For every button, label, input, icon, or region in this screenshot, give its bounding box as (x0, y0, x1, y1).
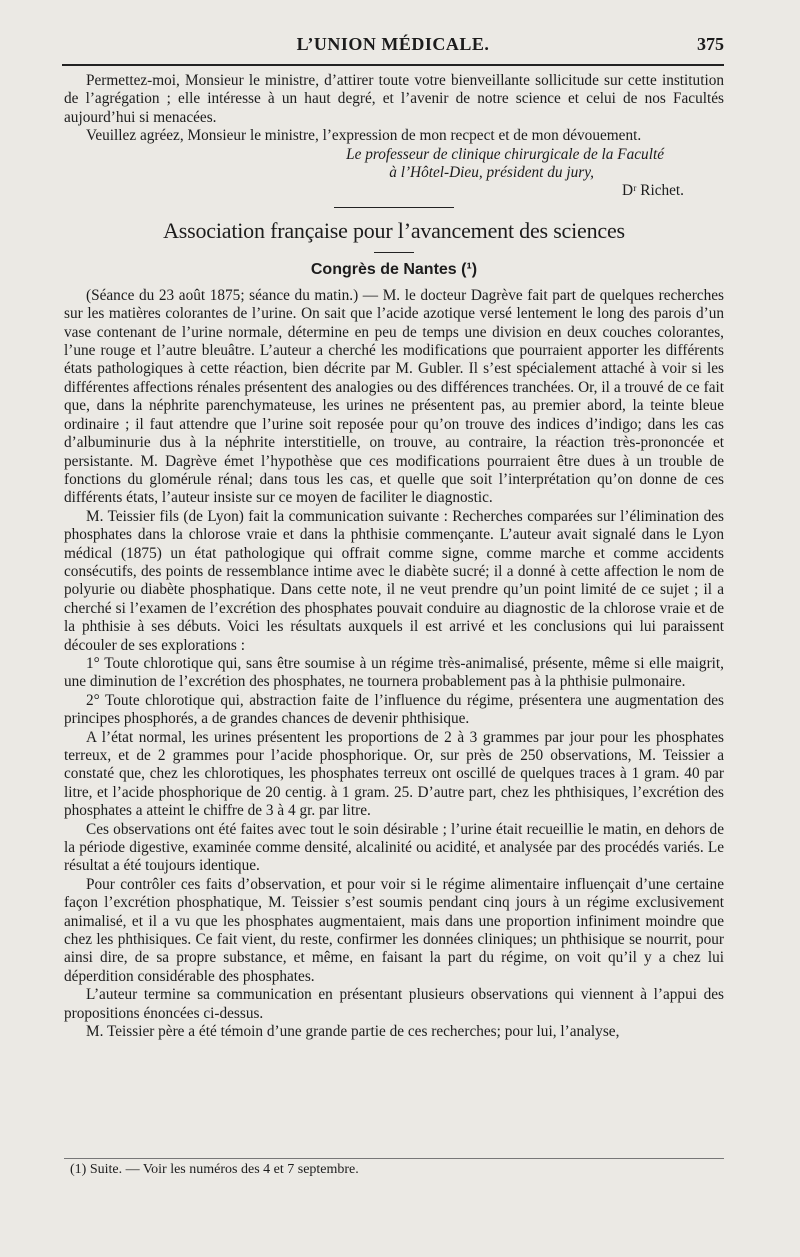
paragraph: M. Teissier fils (de Lyon) fait la communication suivante : Recherches comparées sur l’élimination des phosphates dans la chlorose vraie et dans la phthisie commençante. L’auteur avait signalé dans le Lyon médical (1875) un état pathologique qui offrait comme signe, comme marche et comme accidents consécutifs, des points de ressemblance intime avec le diabète sucré; il a donné à cette affection le nom de polyurie ou diabète phosphatique. Dans cette note, il ne veut prendre qu’un point limité de ce sujet ; il a cherché si l’examen de l’excrétion des phosphates pouvait conduire au diagnostic de la chlorose vraie et de la phthisie à ses débuts. Voici les résultats auxquels il est arrivé et les conclusions qui lui paraissent découler de ses explorations : (64, 507, 724, 654)
page-number: 375 (697, 34, 724, 54)
running-header (62, 30, 724, 60)
section-rule (374, 252, 414, 253)
subsection-title: Congrès de Nantes (¹) (310, 260, 478, 278)
paragraph: L’auteur termine sa communication en présentant plusieurs observations qui viennent à l’appui des propositions énoncées ci-dessus. (64, 986, 724, 1022)
letter-paragraph: Permettez-moi, Monsieur le ministre, d’attirer toute votre bienveillante sollicitude sur cette institution de l’agrégation ; elle intéresse à un haut degré, et l’avenir de notre science et celui de nos Facultés aujourd’hui si menacées. (64, 72, 724, 126)
letter-closing: Veuillez agréez, Monsieur le ministre, l’expression de mon recpect et de mon dévouement. (86, 127, 642, 145)
paragraph: 1° Toute chlorotique qui, sans être soumise à un régime très-animalisé, présente, même si elle maigrit, une diminution de l’excrétion des phosphates, ne tournera probablement pas à la phthisie pulmonaire. (64, 654, 724, 691)
header-rule (62, 64, 724, 66)
footnote-rule (64, 1158, 724, 1159)
journal-title: L’UNION MÉDICALE. (296, 34, 490, 54)
separator-rule (334, 207, 454, 208)
signature-name: Dʳ Richet. (622, 182, 684, 200)
paragraph: (Séance du 23 août 1875; séance du matin.) — M. le docteur Dagrève fait part de quelques recherches sur les matières colorantes de l’urine. On sait que l’acide azotique versé lentement le long des parois d’un vase contenant de l’urine normale, détermine en peu de temps une division en deux couches colorantes, l’une rouge et l’autre bleuâtre. L’auteur a cherché les modifications que pourraient apporter les différents états pathologiques à cette réaction, bien décrite par M. Gubler. Il s’est spécialement attaché à voir si les différentes affections rénales présentent des analogies ou des différences tranchées. Or, il a trouvé de ce fait que, dans la néphrite parenchymateuse, les urines ne présentent pas, au premier abord, la teinte bleue ordinaire ; il faut attendre que l’urine soit reposée pour qu’on trouve des indices d’indigo; dans les cas d’albuminurie dus à la néphrite interstitielle, on trouve, au contraire, la réaction très-prononcée et persistante. M. Dagrève émet l’hypothèse que ces modifications pourraient être dues à un trouble de fonctions du glomérule rénal; dans tous les cas, et quelle que soit l’interprétation qu’on donne de ces différents états, l’auteur insiste sur ce moyen de faciliter le diagnostic. (64, 286, 724, 507)
paragraph: Ces observations ont été faites avec tout le soin désirable ; l’urine était recueillie le matin, en dehors de la période digestive, examinée comme densité, alcalinité ou acidité, et analysée par des procédés variés. Le résultat a été toujours identique. (64, 820, 724, 875)
article-body (64, 72, 724, 1042)
paragraph: 2° Toute chlorotique qui, abstraction faite de l’influence du régime, présentera une augmentation des principes phosphorés, a de grandes chances de devenir phthisique. (64, 691, 724, 728)
signature-line: à l’Hôtel-Dieu, président du jury, (389, 164, 594, 182)
paragraph: M. Teissier père a été témoin d’une grande partie de ces recherches; pour lui, l’analyse, (86, 1023, 620, 1041)
footnote: (1) Suite. — Voir les numéros des 4 et 7 septembre. (70, 1162, 359, 1177)
paragraph: Pour contrôler ces faits d’observation, et pour voir si le régime alimentaire influençait d’une certaine façon l’excrétion phosphatique, M. Teissier s’est soumis pendant cinq jours à un régime exclusivement animalisé, et il a vu que les phosphates augmentaient, mais dans une proportion infiniment moindre que chez les phthisiques. Ce fait vient, du reste, confirmer les données cliniques; un phthisique se nourrit, pour ainsi dire, de sa propre substance, et même, en faisant la part du régime, on voit qu’il y a chez lui déperdition considérable des phosphates. (64, 875, 724, 985)
section-title: Association française pour l’avancement des sciences (163, 217, 625, 243)
signature-line: Le professeur de clinique chirurgicale de la Faculté (346, 145, 664, 163)
paragraph: A l’état normal, les urines présentent les proportions de 2 à 3 grammes par jour pour les phosphates terreux, et de 2 grammes pour l’acide phosphorique. Or, sur près de 250 observations, M. Teissier a constaté que, chez les chlorotiques, les phosphates terreux ont oscillé de quelques traces à 1 gram. 40 par litre, et l’acide phosphorique de 20 centig. à 1 gram. 25. D’autre part, chez les phthisiques, l’excrétion des phosphates a atteint le chiffre de 3 à 4 gr. par litre. (64, 728, 724, 820)
